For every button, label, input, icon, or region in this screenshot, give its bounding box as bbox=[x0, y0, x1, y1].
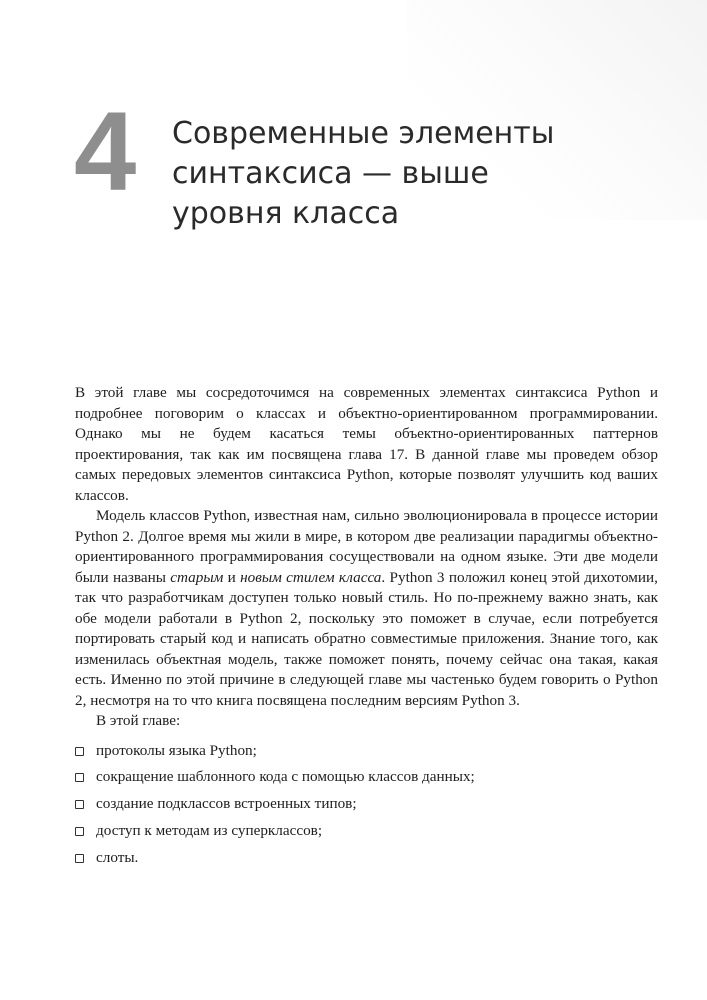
chapter-title-line: уровня класса bbox=[172, 196, 400, 231]
intro-paragraph: В этой главе мы сосредоточимся на современных элементах синтаксиса Python и подробнее поговорим о классах и объектно-ориентированном программировании. Однако мы не будем касаться темы объектно-ориентированных паттернов проектирования, так как им посвящена глава 17. В данной главе мы проведем обзор самых передовых элементов синтаксиса Python, которые позволят улучшить код ваших классов. bbox=[75, 384, 658, 504]
list-item-text: сокращение шаблонного кода с помощью классов данных; bbox=[96, 768, 475, 786]
list-item bbox=[75, 741, 658, 762]
paragraph-text: . Python 3 положил конец этой дихотомии, так что разработчикам доступен только новый стиль. Но по-прежнему важно знать, как обе модели работали в Python 2, поскольку это поможет в случае, если потребуется портировать старый код и написать обратно совместимые приложения. Знание того, как изменилась объектная модель, также поможет понять, почему сейчас она такая, какая есть. Именно по этой причине в следующей главе мы частенько будем говорить о Python 2, несмотря на то что книга посвящена последним версиям Python 3. bbox=[75, 568, 658, 709]
paragraph-text: и bbox=[223, 568, 241, 586]
chapter-topics-list bbox=[75, 741, 658, 869]
checkbox-bullet-icon bbox=[75, 827, 84, 836]
chapter-number: 4 bbox=[74, 89, 137, 214]
checkbox-bullet-icon bbox=[75, 773, 84, 782]
chapter-title-line: Современные элементы bbox=[172, 116, 555, 151]
chapter-intro bbox=[75, 383, 658, 874]
list-item bbox=[75, 767, 658, 788]
list-item bbox=[75, 821, 658, 842]
checkbox-bullet-icon bbox=[75, 854, 84, 863]
list-item-text: слоты. bbox=[96, 848, 139, 866]
checkbox-bullet-icon bbox=[75, 800, 84, 809]
list-lead: В этой главе: bbox=[96, 712, 181, 729]
checkbox-bullet-icon bbox=[75, 747, 84, 756]
list-item bbox=[75, 848, 658, 869]
chapter-title bbox=[172, 114, 612, 234]
emphasis-new-style: новым стилем класса bbox=[240, 568, 382, 586]
paragraph-text: Модель классов Python, известная нам, сильно эволюционировала в процессе истории Python 2. Долгое время мы жили в мире, в котором две реализации парадигмы объектно-ориентированного программирования сосуществовали на одном языке. Эти две модели были названы bbox=[75, 507, 658, 586]
list-item-text: протоколы языка Python; bbox=[96, 741, 257, 759]
emphasis-old-style: старым bbox=[170, 568, 224, 586]
chapter-title-line: синтаксиса — выше bbox=[172, 156, 489, 191]
intro-paragraph bbox=[75, 506, 658, 711]
list-item bbox=[75, 794, 658, 815]
list-item-text: создание подклассов встроенных типов; bbox=[96, 795, 357, 813]
list-item-text: доступ к методам из суперклассов; bbox=[96, 821, 323, 839]
